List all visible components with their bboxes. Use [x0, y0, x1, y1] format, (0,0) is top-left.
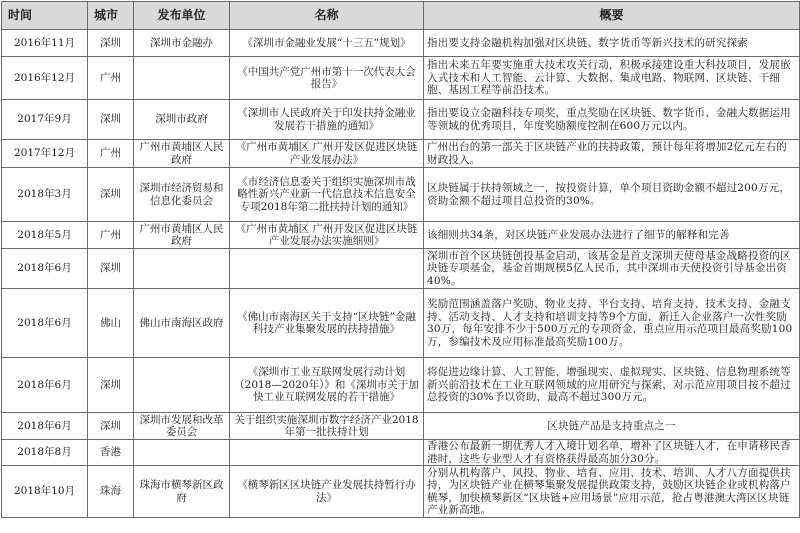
cell-unit: 深圳市政府: [134, 100, 230, 140]
cell-city: 广州: [88, 222, 134, 249]
cell-unit: 珠海市横琴新区政府: [134, 466, 230, 518]
cell-unit: 广州市黄埔区人民政府: [134, 140, 230, 168]
cell-summary: 指出要设立金融科技专项奖，重点奖励在区块链、数字货币、金融大数据运用等领域的优秀项目，年度奖励额度控制在600万元以内。: [424, 100, 800, 140]
header-city: 城市: [88, 2, 134, 30]
table-row: [2, 440, 800, 466]
cell-unit: [134, 249, 230, 289]
cell-time: 2018年5月: [2, 222, 88, 249]
cell-unit: [134, 440, 230, 466]
cell-summary: 香港公布最新一期优秀人才入境计划名单，增补了区块链人才，在申请移民香港时，这些专业型人才有资格获得最高加分30分。: [424, 440, 800, 466]
cell-name: 《广州市黄埔区 广州开发区促进区块链产业发展办法实施细则》: [230, 222, 424, 249]
cell-city: 深圳: [88, 100, 134, 140]
cell-city: 广州: [88, 140, 134, 168]
cell-time: 2016年11月: [2, 30, 88, 57]
cell-city: 深圳: [88, 413, 134, 440]
cell-summary: 区块链属于扶持领域之一，按投资计算，单个项目资助金额不超过200万元，资助金额不超过项目总投资的30%。: [424, 168, 800, 222]
cell-summary: 区块链产品是支持重点之一: [424, 413, 800, 440]
header-row: [2, 2, 800, 30]
table-row: [2, 140, 800, 168]
table-row: [2, 100, 800, 140]
cell-unit: 深圳市发展和改革委员会: [134, 413, 230, 440]
cell-time: 2018年3月: [2, 168, 88, 222]
cell-city: 香港: [88, 440, 134, 466]
header-summary: 概要: [424, 2, 800, 30]
cell-name: [230, 440, 424, 466]
cell-city: 深圳: [88, 30, 134, 57]
table-row: [2, 289, 800, 358]
cell-name: [230, 249, 424, 289]
cell-unit: 佛山市南海区政府: [134, 289, 230, 358]
cell-city: 珠海: [88, 466, 134, 518]
cell-name: 《广州市黄埔区 广州开发区促进区块链产业发展办法》: [230, 140, 424, 168]
header-unit: 发布单位: [134, 2, 230, 30]
cell-time: 2016年12月: [2, 57, 88, 100]
cell-time: 2018年8月: [2, 440, 88, 466]
header-name: 名称: [230, 2, 424, 30]
table-row: [2, 466, 800, 518]
cell-name: 《横琴新区区块链产业发展扶持暂行办法》: [230, 466, 424, 518]
header-time: 时间: [2, 2, 88, 30]
cell-summary: 奖励范围涵盖落户奖励、物业支持、平台支持、培育支持、技术支持、金融支持、活动支持、人才支持和培训支持等9个方面，新迁入企业落户一次性奖励30万，每年安排不少于500万元的专项资金，重点应用示范项目最高奖励100万，参编技术及应用标准最高奖励100万。: [424, 289, 800, 358]
cell-summary: 指出未来五年要实施重大技术攻关行动，积极承接建设重大科技项目，发展嵌入式技术和人工智能、云计算、大数据、集成电路、物联网、区块链、干细胞、基因工程等前沿技术。: [424, 57, 800, 100]
cell-summary: 广州出台的第一部关于区块链产业的扶持政策，预计每年将增加2亿元左右的财政投入。: [424, 140, 800, 168]
cell-time: 2018年6月: [2, 249, 88, 289]
cell-time: 2018年6月: [2, 289, 88, 358]
table-row: [2, 222, 800, 249]
table-row: [2, 168, 800, 222]
cell-summary: 指出要支持金融机构加强对区块链、数字货币等新兴技术的研究探索: [424, 30, 800, 57]
table-row: [2, 358, 800, 413]
cell-city: 深圳: [88, 249, 134, 289]
cell-city: 广州: [88, 57, 134, 100]
cell-city: 深圳: [88, 168, 134, 222]
table-row: [2, 30, 800, 57]
table-row: [2, 57, 800, 100]
cell-time: 2017年9月: [2, 100, 88, 140]
cell-name: 《深圳市工业互联网发展行动计划（2018—2020年）》和《深圳市关于加快工业互联网发展的若干措施》: [230, 358, 424, 413]
cell-name: 关于组织实施深圳市数字经济产业2018年第一批扶持计划: [230, 413, 424, 440]
cell-city: 深圳: [88, 358, 134, 413]
cell-name: 《佛山市南海区关于支持“区块链”金融科技产业集聚发展的扶持措施》: [230, 289, 424, 358]
cell-summary: 深圳市首个区块链创投基金启动，该基金是首支深圳天使母基金战略投资的区块链专项基金，基金首期规模5亿人民币，其中深圳市天使投资引导基金出资40%。: [424, 249, 800, 289]
cell-summary: 将促进边缘计算、人工智能、增强现实、虚拟现实、区块链、信息物理系统等新兴前沿技术在工业互联网领域的应用研究与探索，对示范应用项目按不超过总投资的30%予以资助，最高不超过300万元。: [424, 358, 800, 413]
table-row: [2, 413, 800, 440]
cell-unit: 广州市黄埔区人民政府: [134, 222, 230, 249]
policy-table: [1, 1, 800, 518]
cell-city: 佛山: [88, 289, 134, 358]
cell-unit: [134, 57, 230, 100]
cell-time: 2017年12月: [2, 140, 88, 168]
table-row: [2, 249, 800, 289]
cell-name: 《市经济信息委关于组织实施深圳市战略性新兴产业新一代信息技术信息安全专项2018年第二批扶持计划的通知》: [230, 168, 424, 222]
cell-time: 2018年6月: [2, 413, 88, 440]
cell-name: 《深圳市金融业发展“十三五”规划》: [230, 30, 424, 57]
cell-time: 2018年6月: [2, 358, 88, 413]
cell-unit: 深圳市金融办: [134, 30, 230, 57]
cell-name: 《深圳市人民政府关于印发扶持金融业发展若干措施的通知》: [230, 100, 424, 140]
cell-unit: 深圳市经济贸易和信息化委员会: [134, 168, 230, 222]
cell-name: 《中国共产党广州市第十一次代表大会报告》: [230, 57, 424, 100]
cell-summary: 该细则共34条，对区块链产业发展办法进行了细节的解释和完善: [424, 222, 800, 249]
cell-summary: 分别从机构落户、风投、物业、培育、应用、技术、培训、人才八方面提供扶持，为区块链产业在横琴集聚发展提供政策支持，鼓励区块链企业或机构落户横琴，加快横琴新区“区块链+应用场景”应用示范，抢占粤港澳大湾区区块链产业新高地。: [424, 466, 800, 518]
cell-unit: [134, 358, 230, 413]
cell-time: 2018年10月: [2, 466, 88, 518]
